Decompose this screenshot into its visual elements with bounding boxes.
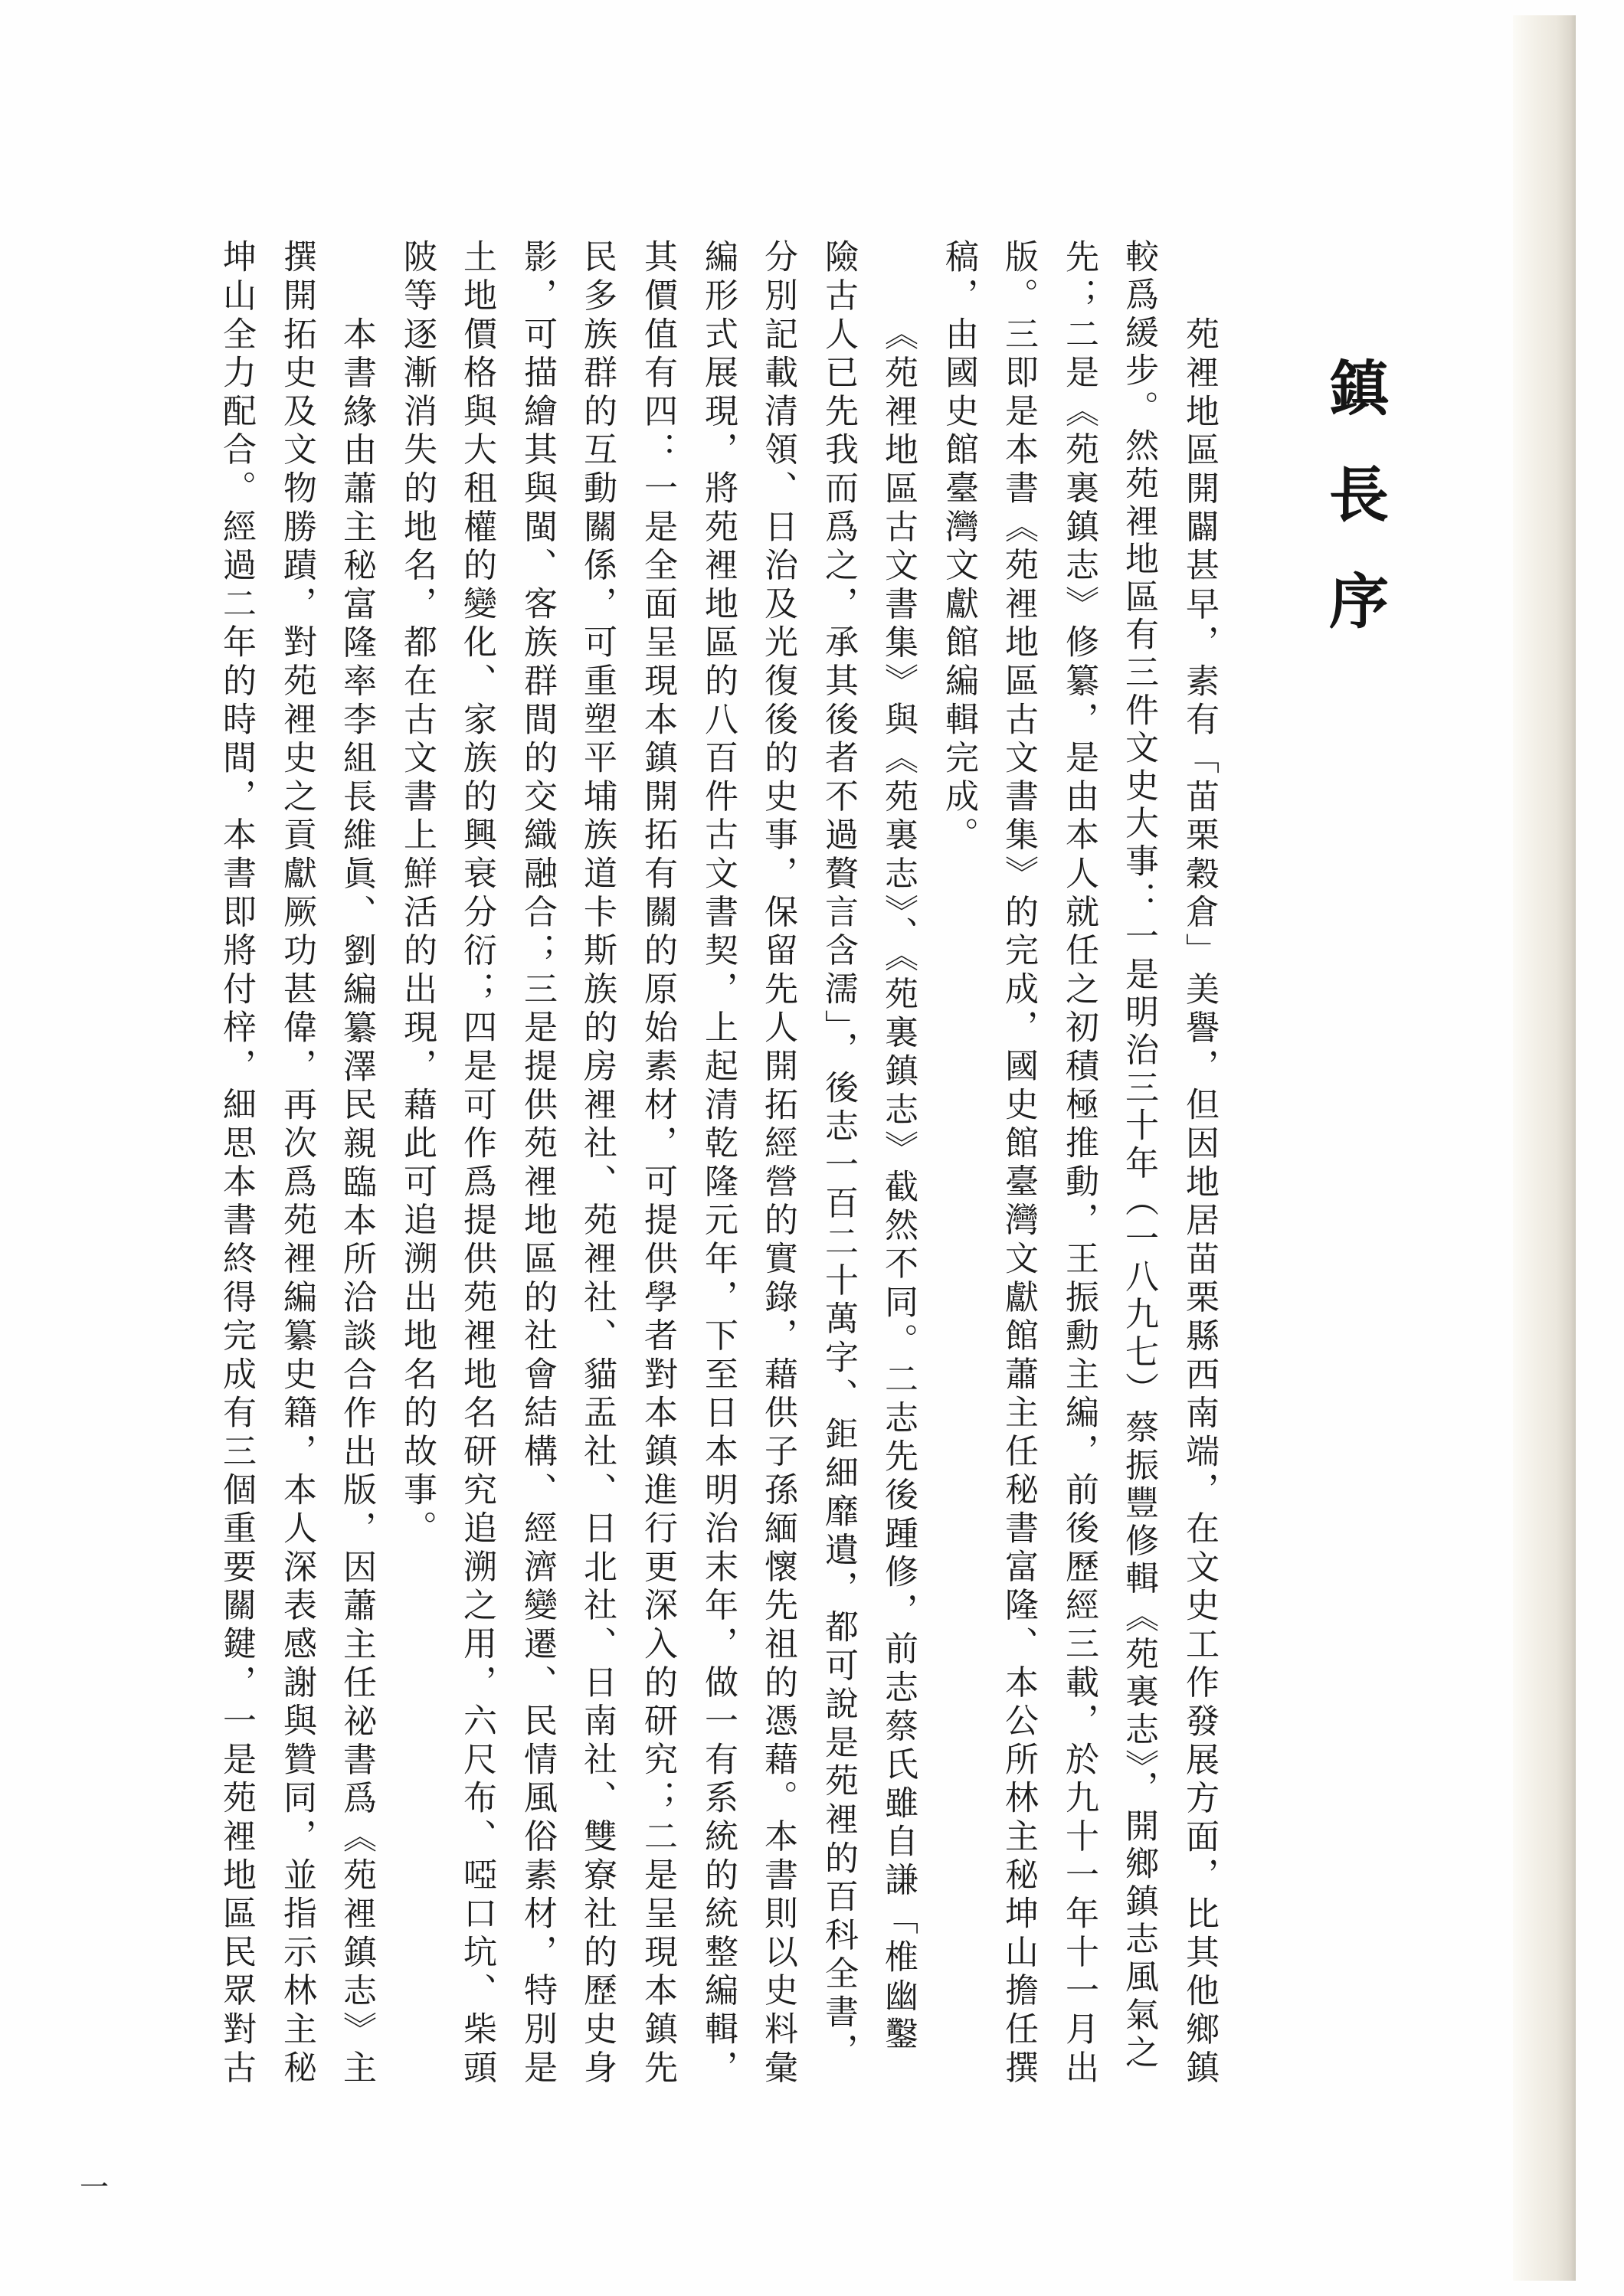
text-column-11: 民多族群的互動關係，可重塑平埔族道卡斯族的房裡社、苑裡社、貓盂社、日北社、日南社、雙寮社的歷史身 bbox=[578, 239, 617, 2088]
text-column-13: 土地價格與大租權的變化、家族的興衰分衍；四是可作爲提供苑裡地名研究追溯之用，六尺布、啞口坑、柴頭 bbox=[457, 239, 496, 2088]
text-column-6: 《苑裡地區古文書集》與《苑裏志》、《苑裏鎮志》截然不同。二志先後踵修，前志蔡氏雖自謙「椎幽鑿 bbox=[879, 316, 918, 2055]
page-title: 鎮長序 bbox=[1319, 357, 1389, 676]
text-column-15: 本書緣由蕭主秘富隆率李組長維眞、劉編纂澤民親臨本所洽談合作出版，因蕭主任祕書爲《苑裡鎮志》主 bbox=[337, 316, 376, 2088]
text-column-7: 險古人已先我而爲之，承其後者不過贅言含濡」，後志一百二十萬字、鉅細靡遺，都可說是苑裡的百科全書， bbox=[819, 239, 858, 2072]
text-column-2: 較爲緩步。然苑裡地區有三件文史大事：一是明治三十年（一八九七）蔡振豐修輯《苑裏志》，開鄉鎮志風氣之 bbox=[1119, 239, 1158, 2072]
text-column-14: 陂等逐漸消失的地名，都在古文書上鮮活的出現，藉此可追溯出地名的故事。 bbox=[398, 239, 437, 1549]
text-column-16: 撰開拓史及文物勝蹟，對苑裡史之貢獻厥功甚偉，再次爲苑裡編纂史籍，本人深表感謝與贊同，並指示林主秘 bbox=[277, 239, 316, 2088]
text-column-5: 稿，由國史館臺灣文獻館編輯完成。 bbox=[939, 239, 978, 855]
text-column-4: 版。三即是本書《苑裡地區古文書集》的完成，國史館臺灣文獻館蕭主任秘書富隆、本公所林主秘坤山擔任撰 bbox=[999, 239, 1038, 2088]
text-column-3: 先；二是《苑裏鎮志》修纂，是由本人就任之初積極推動，王振勳主編，前後歷經三載，於九十一年十一月出 bbox=[1059, 239, 1098, 2088]
page-number: 一 bbox=[80, 2170, 110, 2204]
page-binding-shadow bbox=[1513, 15, 1576, 2281]
text-column-9: 編形式展現，將苑裡地區的八百件古文書契，上起清乾隆元年，下至日本明治末年，做一有系統的統整編輯， bbox=[699, 239, 738, 2088]
text-column-10: 其價值有四：一是全面呈現本鎮開拓有關的原始素材，可提供學者對本鎮進行更深入的研究；二是呈現本鎮先 bbox=[638, 239, 677, 2088]
text-column-12: 影，可描繪其與閩、客族群間的交織融合；三是提供苑裡地區的社會結構、經濟變遷、民情風俗素材，特別是 bbox=[518, 239, 557, 2088]
text-column-1: 苑裡地區開闢甚早，素有「苗栗穀倉」美譽，但因地居苗栗縣西南端，在文史工作發展方面，比其他鄉鎮 bbox=[1180, 316, 1219, 2088]
text-column-17: 坤山全力配合。經過二年的時間，本書即將付梓，細思本書終得完成有三個重要關鍵，一是苑裡地區民眾對古 bbox=[217, 239, 256, 2088]
text-column-8: 分別記載清領、日治及光復後的史事，保留先人開拓經營的實錄，藉供子孫緬懷先祖的憑藉。本書則以史料彙 bbox=[758, 239, 797, 2088]
